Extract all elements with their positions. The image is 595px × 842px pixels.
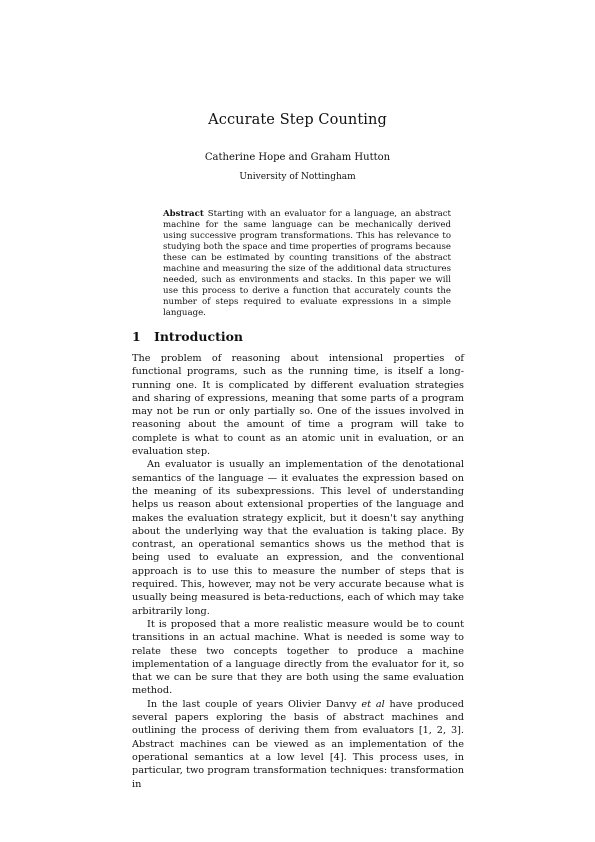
paragraph-4-etal: et al — [361, 698, 385, 710]
paragraph-4-rest: have produced several papers exploring the basis of abstract machines and outlining the process of deriving them from evaluators [1, 2, 3]. Abstract machines can be viewed as an implementation of the operational semantics at a low level [4]. This process uses, in particular, two program transformation techniques: transformation in — [132, 698, 464, 790]
abstract-text: Starting with an evaluator for a language, an abstract machine for the same language can be mechanically derived using successive program transformations. This has relevance to studying both the space and time properties of programs because these can be estimated by counting transitions of the abstract machine and measuring the size of the additional data structures needed, such as environments and stacks. In this paper we will use this process to derive a function that accurately counts the number of steps required to evaluate expressions in a simple language. — [163, 209, 451, 318]
body-text — [132, 352, 464, 791]
section-heading — [132, 329, 243, 344]
paper-title: Accurate Step Counting — [208, 112, 387, 128]
paragraph-3: It is proposed that a more realistic measure would be to count transitions in an actual machine. What is needed is some way to relate these two concepts together to produce a machine implementation of a language directly from the evaluator for it, so that we can be sure that they are both using the same evaluation method. — [132, 618, 464, 697]
paper-affiliation: University of Nottingham — [239, 172, 356, 182]
paragraph-4-start: In the last couple of years Olivier Danvy — [147, 698, 362, 710]
abstract — [163, 209, 451, 319]
section-title: Introduction — [154, 329, 244, 344]
abstract-label: Abstract — [163, 209, 204, 219]
paper-authors: Catherine Hope and Graham Hutton — [204, 152, 391, 163]
paragraph-4 — [132, 698, 464, 791]
section-number: 1 — [132, 329, 141, 344]
paragraph-2: An evaluator is usually an implementation of the denotational semantics of the language — it evaluates the expression based on the meaning of its subexpressions. This level of understanding helps us reason about extensional properties of the language and makes the evaluation strategy explicit, but it doesn't say anything about the underlying way that the evaluation is taking place. By contrast, an operational semantics shows us the method that is being used to evaluate an expression, and the conventional approach is to use this to measure the number of steps that is required. This, however, may not be very accurate because what is usually being measured is beta-reductions, each of which may take arbitrarily long. — [132, 459, 464, 617]
paragraph-1: The problem of reasoning about intensional properties of functional programs, such as the running time, is itself a long-running one. It is complicated by different evaluation strategies and sharing of expressions, meaning that some parts of a program may not be run or only partially so. One of the issues involved in reasoning about the amount of time a program will take to complete is what to count as an atomic unit in evaluation, or an evaluation step. — [132, 353, 464, 458]
